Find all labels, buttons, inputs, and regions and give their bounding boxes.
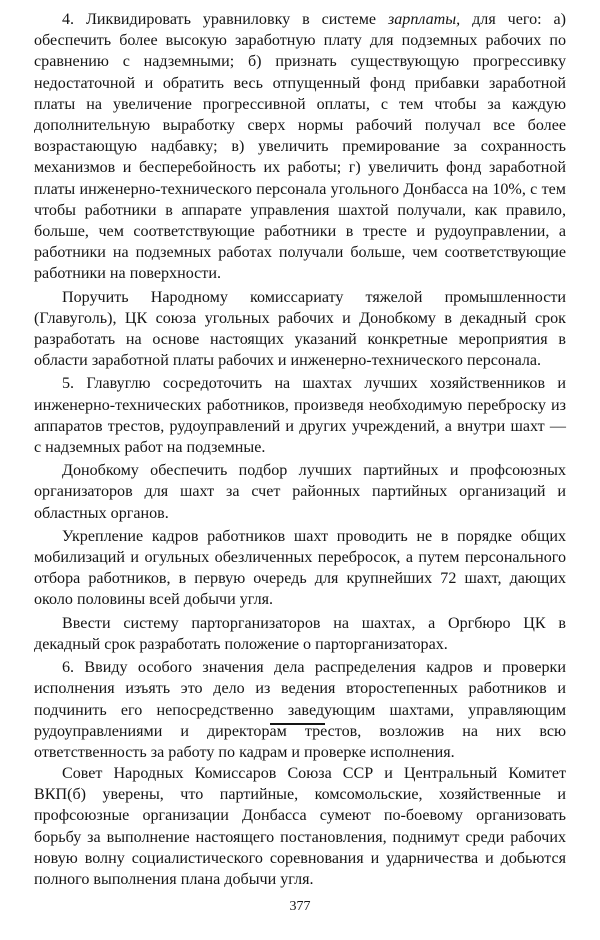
paragraph-commission: Поручить Народному комиссариату тяжелой промышленности (Главуголь), ЦК союза угольных рабочих и Донобкому в декадный срок разработать на основе настоящих указаний конкретные мероприятия в области заработной платы рабочих и инженерно-технического персонала. [34,288,566,370]
paragraph-4-body: для чего: а) обеспечить более высокую заработную плату для подземных рабочих по сравнению с надземными; б) признать существующую прогрессивку недостаточной и обратить весь отпущенный фонд прибавки заработной платы на увеличение прогрессивной оплаты, с тем чтобы за каждую дополнительную выработку сверх нормы рабочий получал все более возрастающую надбавку; в) увеличить премирование за сохранность механизмов и бесперебойность их работы; г) увеличить фонд заработной платы инженерно-технического персонала угольного Донбасса на 10%, с тем чтобы работники в аппарате управления шахтой получали, как правило, больше, чем соответствующие работники в тресте и рудоуправлении, а работники на подземных работах получали больше, чем соответствующие работники на поверхности. [34,11,566,283]
paragraph-strengthening: Укрепление кадров работников шахт проводить не в порядке общих мобилизаций и огульных обезличенных перебросок, а путем персонального отбора работников, в первую очередь для крупнейших 72 шахт, дающих около половины всей добычи угля. [34,527,566,609]
paragraph-6: 6. Ввиду особого значения дела распределения кадров и проверки исполнения изъять это дело из ведения второстепенных работников и подчинить его непосредственно заведующим шахтами, управляющим рудоуправлениями и директорам трестов, возложив на них всю ответственность за работу по кадрам и проверке исполнения. [34,659,566,761]
paragraph-partorg: Ввести систему парторганизаторов на шахтах, а Оргбюро ЦК в декадный срок разработать положение о парторганизаторах. [34,614,566,653]
paragraph-4-intro: 4. Ликвидировать уравниловку в системе [62,11,388,28]
paragraph-donobkom: Донобкому обеспечить подбор лучших партийных и профсоюзных организаторов для шахт за счет районных партийных организаций и областных органов. [34,462,566,522]
paragraph-5: 5. Главуглю сосредоточить на шахтах лучших хозяйственников и инженерно-технических работников, произведя необходимую переброску из аппаратов трестов, рудоуправлений и других учреждений, а внутри шахт — с надземных работ на подземные. [34,375,566,457]
closing-paragraph: Совет Народных Комиссаров Союза ССР и Центральный Комитет ВКП(б) уверены, что партийные, комсомольские, хозяйственные и профсоюзные организации Донбасса сумеют по-боевому организовать борьбу за выполнение настоящего постановления, поднимут среди рабочих новую волну социалистического соревнования и ударничества и добьются полного выполнения плана добычи угля. [34,765,566,889]
emphasized-term: зарплаты, [387,11,461,28]
section-divider [270,723,325,725]
main-text-block [34,9,566,763]
page-number: 377 [289,899,311,914]
closing-text-block [34,763,566,890]
paragraph-4 [34,9,566,285]
